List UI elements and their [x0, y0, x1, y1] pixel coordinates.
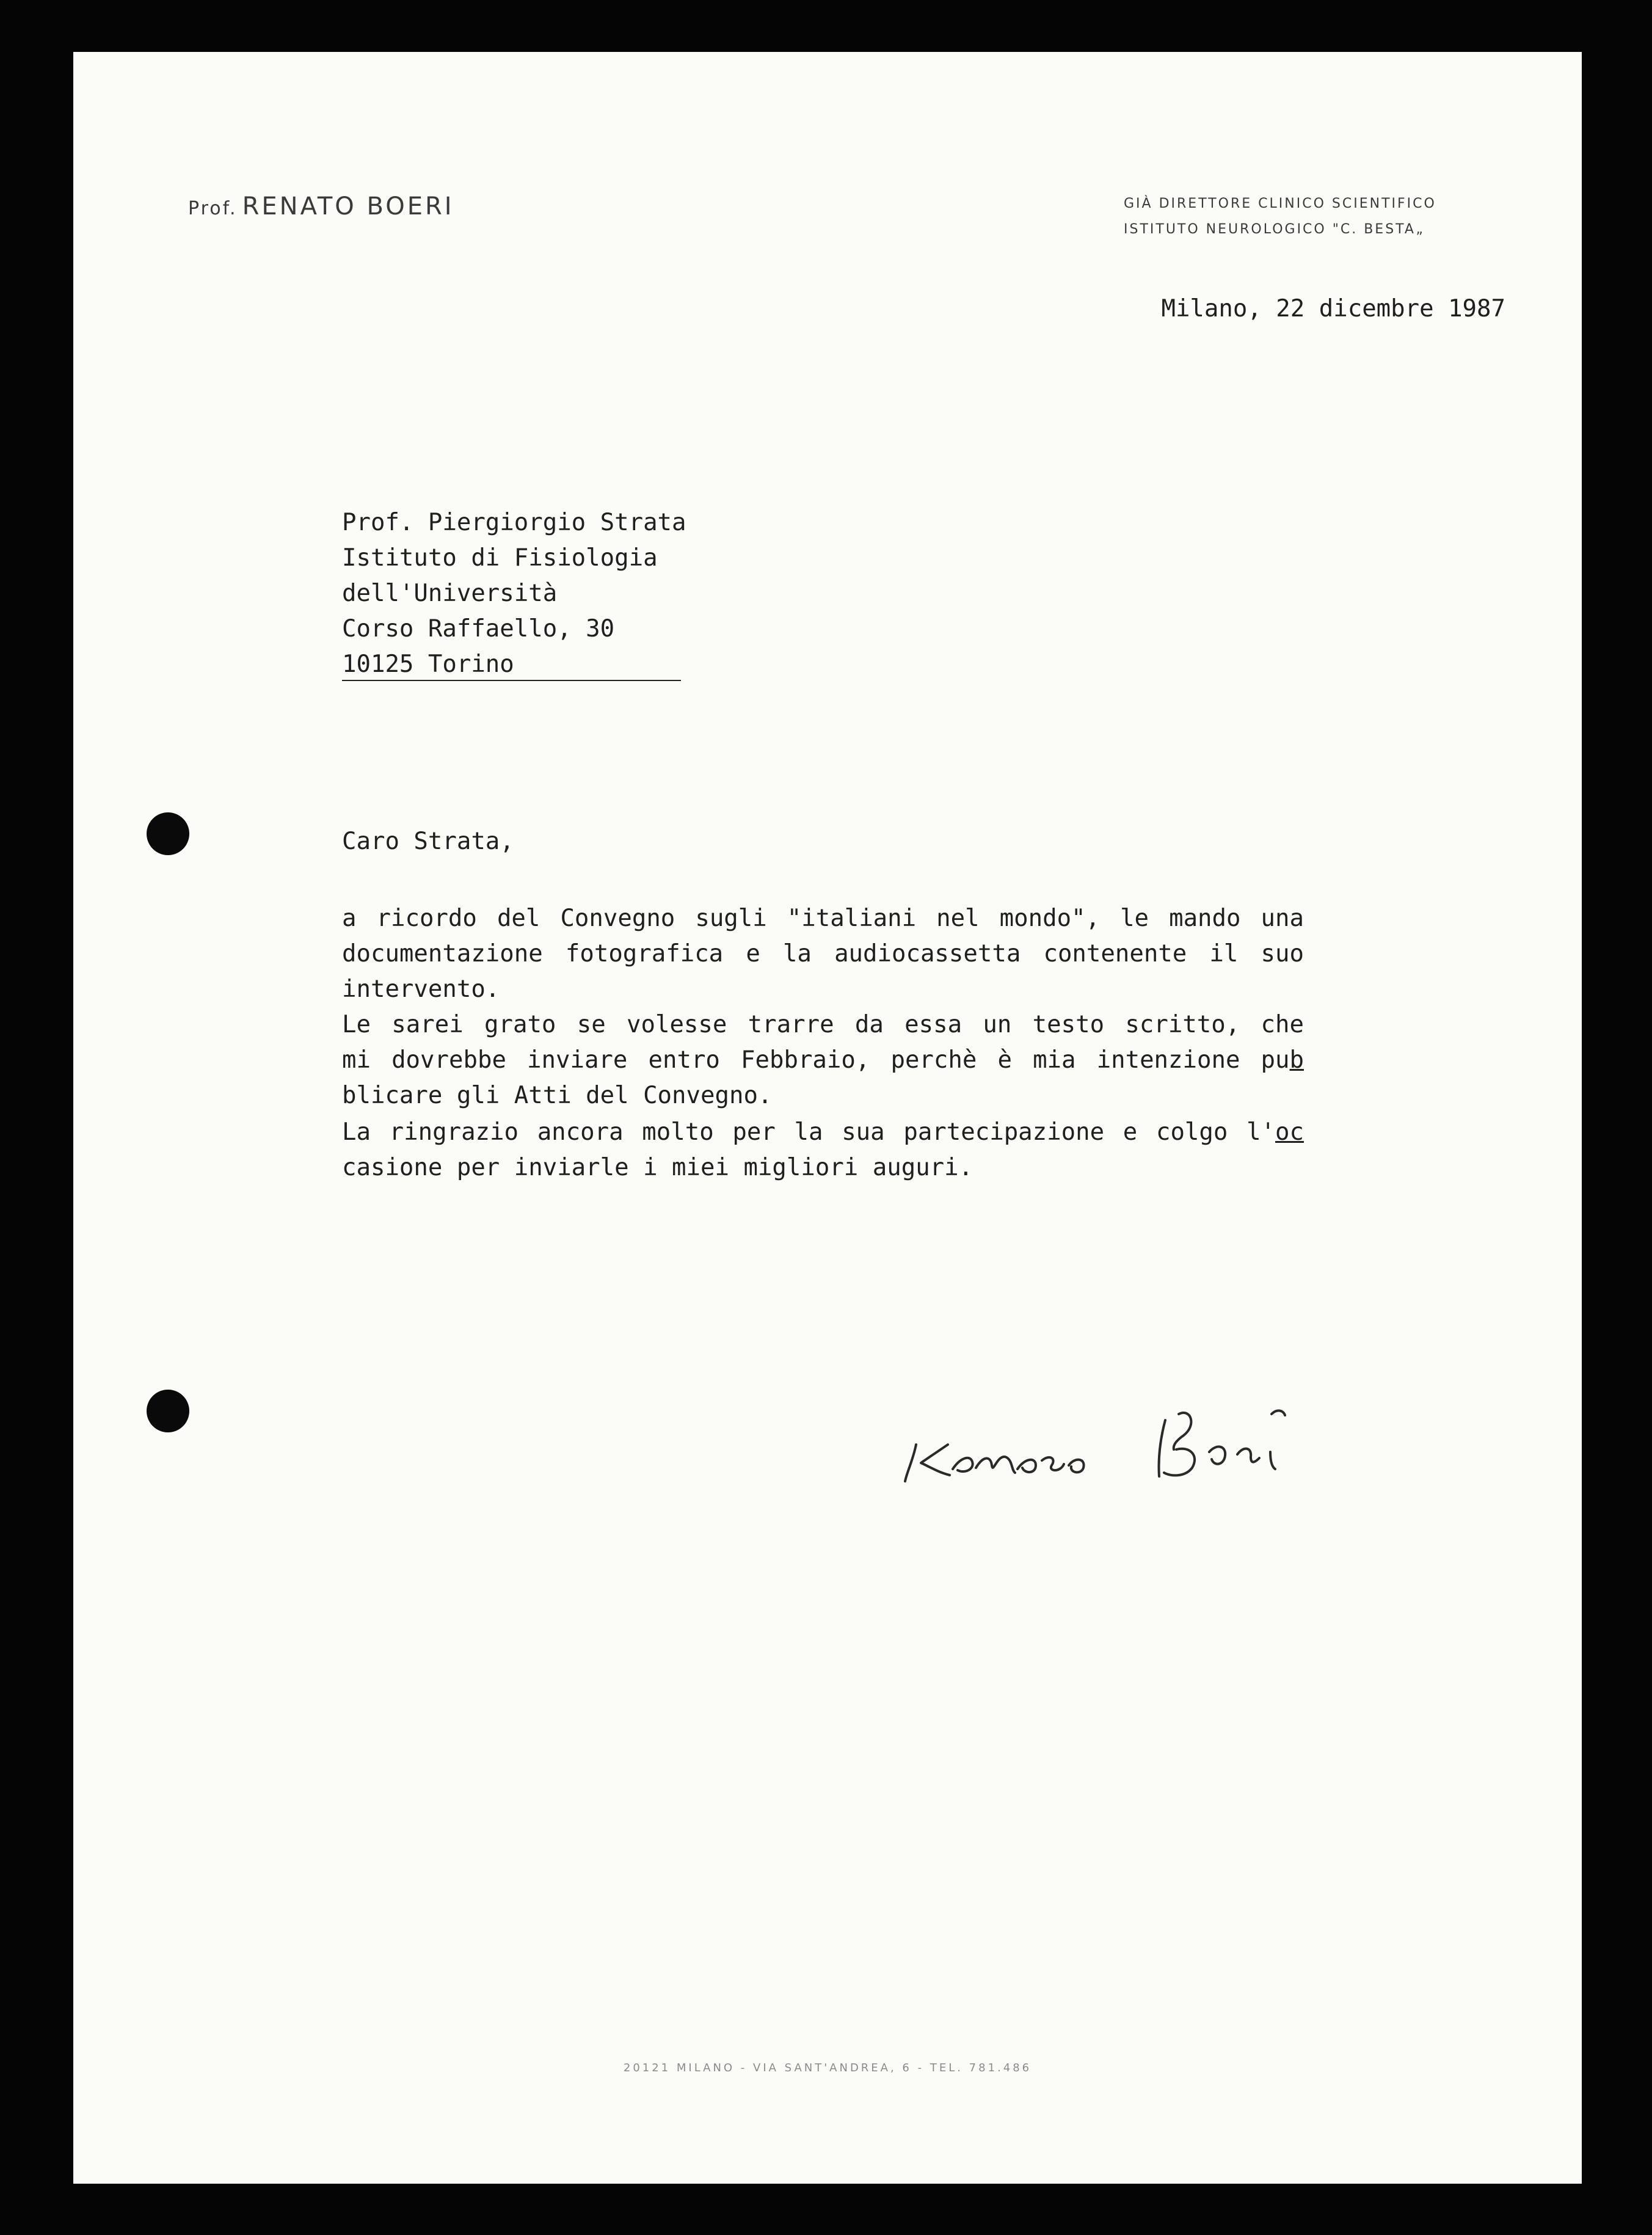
paragraph-1-line-3: intervento.: [342, 975, 500, 1003]
paragraph-1-line-2: documentazione fotografica e la audiocassetta contenente il suo: [342, 940, 1304, 968]
paragraph-1-line-6: blicare gli Atti del Convegno.: [342, 1082, 773, 1109]
paragraph-1-line-5: [342, 1043, 1304, 1078]
recipient-line-5: 10125 Torino: [342, 649, 681, 681]
recipient-line-2: Istituto di Fisiologia: [342, 544, 658, 572]
recipient-line-1: Prof. Piergiorgio Strata: [342, 509, 686, 536]
letterhead-full-name: RENATO BOERI: [242, 192, 454, 221]
paragraph-2-line-1-underlined: oc: [1275, 1118, 1304, 1146]
paragraph-1-line-4: Le sarei grato se volesse trarre da essa un testo scritto, che: [342, 1011, 1304, 1038]
letter-page: [73, 52, 1582, 2184]
letterhead-role-line-1: GIÀ DIRETTORE CLINICO SCIENTIFICO: [1124, 196, 1436, 211]
letterhead-name: [188, 192, 454, 221]
punch-hole-bottom: [147, 1390, 189, 1432]
letterhead-role-line-2: ISTITUTO NEUROLOGICO "C. BESTA„: [1124, 222, 1425, 237]
letterhead-footer: 20121 MILANO - VIA SANT'ANDREA, 6 - TEL. 781.486: [623, 2062, 1032, 2074]
paragraph-1-line-5-underlined: b: [1289, 1046, 1304, 1074]
letterhead-prefix: Prof.: [188, 198, 238, 219]
letterhead-role: [1124, 191, 1436, 242]
body-paragraph-2: [342, 1115, 1304, 1186]
handwritten-signature: [892, 1316, 1429, 1500]
letter-date: Milano, 22 dicembre 1987: [1161, 295, 1505, 323]
recipient-line-3: dell'Università: [342, 580, 558, 607]
paragraph-1-line-5-text: mi dovrebbe inviare entro Febbraio, perchè è mia intenzione pu: [342, 1046, 1290, 1074]
punch-hole-top: [147, 812, 189, 855]
paragraph-1-line-1: a ricordo del Convegno sugli "italiani nel mondo", le mando una: [342, 905, 1304, 932]
paragraph-2-line-1: [342, 1115, 1304, 1150]
recipient-address: [342, 505, 686, 682]
body-paragraph-1: [342, 901, 1304, 1114]
salutation: Caro Strata,: [342, 828, 514, 855]
recipient-line-4: Corso Raffaello, 30: [342, 615, 615, 643]
paragraph-2-line-2: casione per inviarle i miei migliori auguri.: [342, 1154, 973, 1181]
paragraph-2-line-1-text: La ringrazio ancora molto per la sua partecipazione e colgo l': [342, 1118, 1276, 1146]
